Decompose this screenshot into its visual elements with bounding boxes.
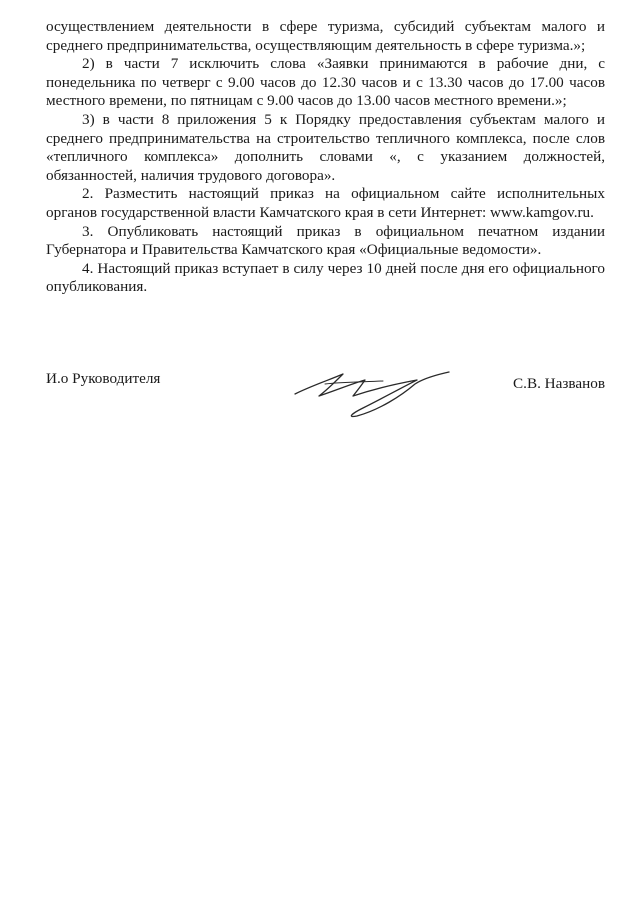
- paragraph-continuation: осуществлением деятельности в сфере туризма, субсидий субъектам малого и среднего предпринимательства, осуществляющим деятельность в сфере туризма.»;: [46, 18, 605, 54]
- paragraph-clause-3: 3. Опубликовать настоящий приказ в официальном печатном издании Губернатора и Правительства Камчатского края «Официальные ведомости».: [46, 222, 605, 259]
- paragraph-clause-4: 4. Настоящий приказ вступает в силу через 10 дней после дня его официального опубликования.: [46, 259, 605, 296]
- paragraph-item-2: 2) в части 7 исключить слова «Заявки принимаются в рабочие дни, с понедельника по четверг с 9.00 часов до 12.30 часов и с 13.30 часов до 17.00 часов местного времени, по пятницам с 9.00 часов до 13.00 часов местного времени.»;: [46, 55, 605, 110]
- paragraph-item-3: 3) в части 8 приложения 5 к Порядку предоставления субъектам малого и среднего предпринимательства на строительство тепличного комплекса, после слов «тепличного комплекса» дополнить словами «, с указанием должностей, обязанностей, наличия трудового договора».: [46, 110, 605, 184]
- handwritten-signature-icon: [291, 366, 461, 422]
- signatory-name: С.В. Названов: [513, 375, 605, 392]
- signature-block: [46, 370, 605, 430]
- signatory-role: И.о Руководителя: [46, 370, 161, 387]
- document-body: [46, 18, 605, 297]
- paragraph-clause-2: 2. Разместить настоящий приказ на официальном сайте исполнительных органов государственной власти Камчатского края в сети Интернет: www.kamgov.ru.: [46, 185, 605, 221]
